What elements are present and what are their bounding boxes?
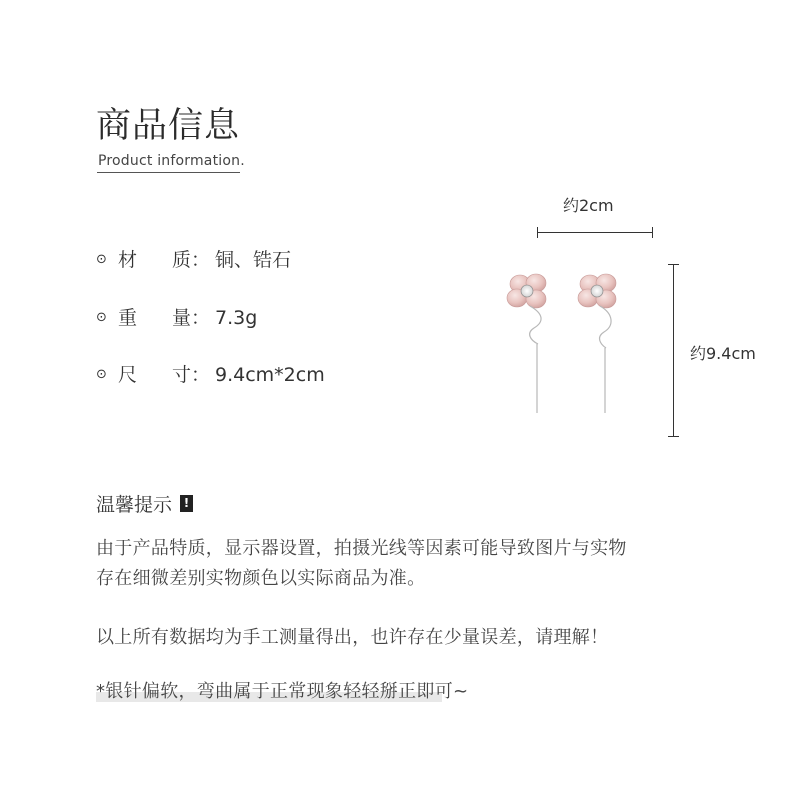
spec-label-char1: 材 [118,249,138,271]
page-title: 商品信息 [96,106,241,146]
tips-line-2: 存在细微差别实物颜色以实际商品为准。 [96,568,426,589]
spec-value: 铜、锆石 [215,249,292,271]
width-dimension-label: 约2cm [563,196,614,215]
bullet-icon: ⊙ [96,252,107,267]
bullet-icon: ⊙ [96,310,107,325]
spec-label-char2: 量： [172,307,211,329]
spec-label-char1: 重 [118,307,138,329]
spec-label-char2: 寸： [172,364,211,386]
spec-label-char1: 尺 [118,364,138,386]
tips-title: 温馨提示 [96,494,173,516]
spec-value: 9.4cm*2cm [215,364,325,386]
spec-label-char2: 质： [172,249,211,271]
exclamation-icon: ! [180,495,193,512]
tips-line-3: 以上所有数据均为手工测量得出，也许存在少量误差，请理解！ [96,627,609,648]
height-dimension-tick-top [668,264,679,265]
height-dimension-line [673,264,674,437]
tips-line-1: 由于产品特质，显示器设置，拍摄光线等因素可能导致图片与实物 [96,538,627,559]
subtitle-underline [97,172,240,173]
tips-line-4: *银针偏软，弯曲属于正常现象轻轻掰正即可~ [96,681,469,702]
earrings-product-image [500,270,640,420]
height-dimension-label: 约9.4cm [690,344,756,363]
right-earring [578,274,616,413]
width-dimension-tick-right [652,227,653,238]
tips-heading [96,490,193,517]
height-dimension-tick-bottom [668,436,679,437]
left-earring [507,274,546,413]
spec-value: 7.3g [215,307,258,329]
width-dimension-tick-left [537,227,538,238]
page-subtitle: Product information. [98,153,245,169]
width-dimension-line [537,232,653,233]
bullet-icon: ⊙ [96,367,107,382]
